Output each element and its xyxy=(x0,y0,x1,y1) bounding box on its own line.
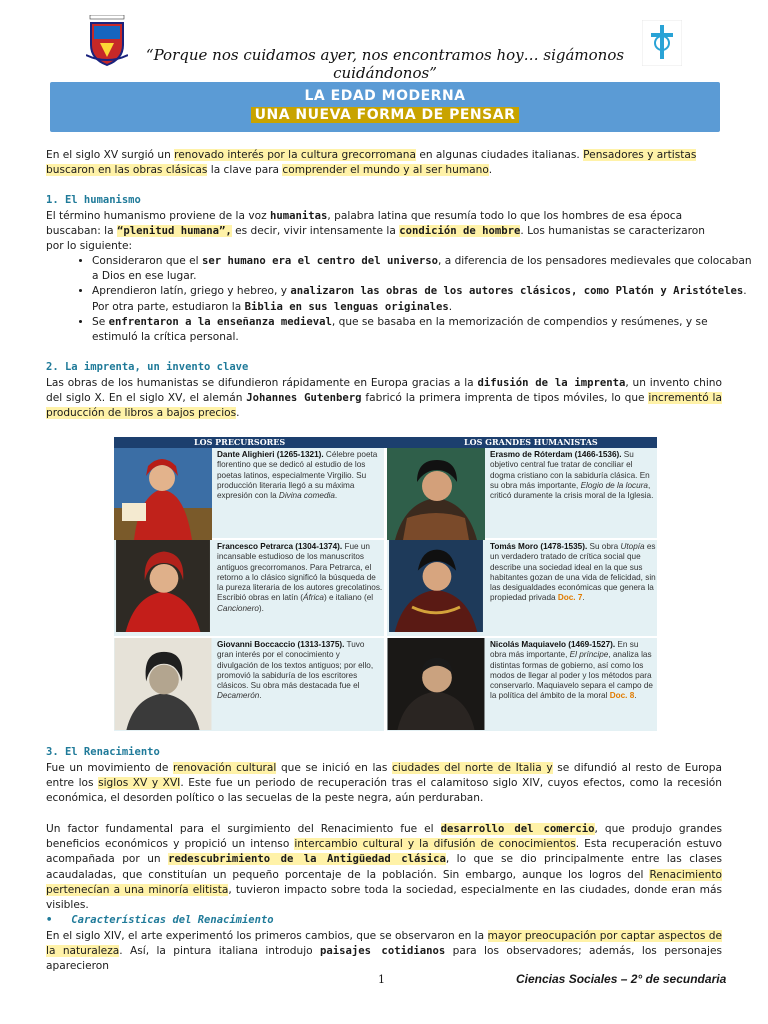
name: Erasmo de Róterdam (1466-1536). xyxy=(490,450,622,459)
renacimiento-paragraph-1 xyxy=(46,761,722,807)
text-run: . Los humanistas se caracterizaron por lo siguiente: xyxy=(46,225,705,253)
text-run: . Así, la pintura italiana introdujo xyxy=(119,945,321,958)
bold-term: ser humano era el centro del universo xyxy=(201,255,438,267)
work-title: El príncipe xyxy=(569,650,609,660)
section-heading-imprenta: 2. La imprenta, un invento clave xyxy=(46,361,249,373)
text-run: , criticó duramente la crisis moral de la Iglesia. xyxy=(490,480,654,501)
humanismo-bullets xyxy=(46,254,752,345)
doc-reference: Doc. 7 xyxy=(557,593,583,603)
text-run: se difundió al resto de Europa entre los xyxy=(46,762,723,790)
text-run: Su objetivo central fue tratar de conciliar el dogma cristiano con la sabiduría clásica. En su obra más importante, xyxy=(490,450,650,490)
name: Francesco Petrarca (1304-1374). xyxy=(217,542,343,551)
cross-logo xyxy=(642,20,682,66)
highlight: condición de hombre xyxy=(399,225,521,238)
bold-term: paisajes cotidianos xyxy=(320,945,446,958)
text-run: es un verdadero tratado de crítica social que describe una sociedad ideal en la que sus habitantes gozan de una vida de felicidad, sin las desigualdades económicas que genera la propiedad privada xyxy=(490,542,656,603)
text-run: Fue un movimiento de xyxy=(46,762,174,774)
course-label: Ciencias Sociales – 2° de secundaria xyxy=(516,972,727,986)
bold-term: Johannes Gutenberg xyxy=(246,392,362,405)
renacimiento-paragraph-2 xyxy=(46,822,722,913)
highlight: redescubrimiento de la Antigüedad clásica xyxy=(168,853,446,866)
section-heading-humanismo: 1. El humanismo xyxy=(46,194,141,206)
text-run: Fue un incansable estudioso de los manuscritos antiguos grecorromanos. Para Petrarca, el retorno a lo clásico significó la búsqueda de la pureza literaria de los autores grecolatinos. Escribió obras en latín ( xyxy=(217,542,383,603)
moro-portrait xyxy=(387,540,485,632)
list-item xyxy=(92,254,752,284)
highlight: comprender el mundo y al ser humano xyxy=(282,164,489,177)
text-run: Las obras de los humanistas se difundieron rápidamente en Europa gracias a la xyxy=(46,377,478,389)
text-run: . Este fue un periodo de recuperación tras el calamitoso siglo XIV, cuyos efectos, como la recesión económica, el desorden político o las secuelas de la peste negra, aún perduraban. xyxy=(46,777,722,805)
text-run: la clave para xyxy=(207,164,283,177)
bold-term: analizaron las obras de los autores clásicos, como Platón y Aristóteles xyxy=(290,285,744,298)
name: Dante Alighieri (1265-1321). xyxy=(217,450,324,459)
highlight: Renacimiento pertenecían a una minoría elitista xyxy=(46,868,722,896)
highlight: Pensadores y artistas buscaron en las obras clásicas xyxy=(46,149,697,177)
heading-text: Características del Renacimiento xyxy=(71,914,274,926)
text-run: , a diferencia de los pensadores medievales que colocaban a Dios en ese lugar. xyxy=(92,255,752,283)
text-run: Célebre poeta florentino que se dedicó al estudio de los poetas latinos, especialmente Virgilio. Su producción literaria llegó a su máxima expresión con la xyxy=(217,450,378,501)
work-title: Decamerón xyxy=(217,691,260,701)
text-run: ). xyxy=(258,603,264,613)
highlight: renovado interés por la cultura grecorromana xyxy=(174,149,416,161)
maquiavelo-portrait xyxy=(387,638,485,730)
title-banner xyxy=(50,82,720,132)
highlight: intercambio cultural y la difusión de conocimientos xyxy=(294,838,576,851)
bold-term: difusión de la imprenta xyxy=(477,377,626,389)
text-run: , que produjo grandes beneficios económicos y propició un intenso xyxy=(46,823,722,851)
boccaccio-description: Giovanni Boccaccio (1313-1375). Tuvo gran interés por el conocimiento y divulgación de los textos antiguos; por ello, promovió la sabiduría de los escritores clásicos. Su obra más destacada fue el Decamerón. xyxy=(217,640,374,701)
humanists-figure xyxy=(114,437,657,731)
text-run: , un invento chino del siglo X. En el siglo XV, el alemán xyxy=(46,377,722,405)
text-run: . xyxy=(488,164,493,177)
figure-right-header: LOS GRANDES HUMANISTAS xyxy=(464,437,598,447)
text-run: , lo que se dio principalmente entre las clases acaudaladas, que constituían un pequeño porcentaje de la población. Sin embargo, aunque los logros del xyxy=(46,853,723,881)
text-run: , analiza las distintas formas de gobierno, así como los modos de llegar al poder y los métodos para conservarlo. Maquiavelo separa el campo de la política del ámbito de la moral xyxy=(490,650,653,701)
bold-term: enfrentaron a la enseñanza medieval xyxy=(108,315,332,328)
highlight: mayor preocupación por captar aspectos de la naturaleza xyxy=(46,930,723,958)
bold-term: Biblia en sus lenguas originales xyxy=(244,300,449,313)
bullet-dot: • xyxy=(46,914,72,926)
page-title: LA EDAD MODERNA xyxy=(304,88,466,104)
boccaccio-portrait xyxy=(114,638,212,730)
petrarca-description xyxy=(217,542,383,614)
erasmo-description xyxy=(490,450,656,501)
text-run: El término humanismo proviene de la voz xyxy=(46,210,271,222)
petrarca-portrait xyxy=(114,540,212,632)
work-title: Utopía xyxy=(620,542,645,551)
intro-paragraph xyxy=(46,148,722,178)
highlight: desarrollo del comercio xyxy=(440,823,595,835)
name: Nicolás Maquiavelo (1469-1527). xyxy=(490,640,616,649)
text-run: es decir, vivir intensamente la xyxy=(231,225,400,238)
text-run: para los observadores; además, los personajes aparecieron xyxy=(46,945,722,973)
text-run: . Por otra parte, estudiaron la xyxy=(92,285,747,313)
text-run: fabricó la primera imprenta de tipos móviles, lo que xyxy=(361,392,649,405)
text-run: ) e italiano (el xyxy=(323,593,374,603)
work-title: Divina comedia xyxy=(278,491,335,501)
humanismo-paragraph xyxy=(46,209,722,255)
name: Tomás Moro (1478-1535). xyxy=(490,542,588,551)
text-run: Consideraron que el xyxy=(92,255,202,267)
text-run: En el siglo XIV, el arte experimentó los primeros cambios, que se observaron en la xyxy=(46,930,488,942)
highlight: “plenitud humana”, xyxy=(116,225,232,238)
text-run: en algunas ciudades italianas. xyxy=(415,149,584,161)
dante-portrait xyxy=(114,448,212,540)
caracteristicas-paragraph xyxy=(46,929,722,975)
moro-description: Tomás Moro (1478-1535). Su obra Utopía es un verdadero tratado de crítica social que describe una sociedad ideal en la que sus habitantes gozan de una vida de felicidad, sin las desigualdades económicas que genera la propiedad privada Doc. 7. xyxy=(490,542,656,603)
highlight: ciudades del norte de Italia y xyxy=(392,762,553,774)
maquiavelo-description: Nicolás Maquiavelo (1469-1527). En su obra más importante, El príncipe, analiza las distintas formas de gobierno, así como los modos de llegar al poder y los métodos para conservarlo. Maquiavelo separa el campo de la política del ámbito de la moral Doc. 8. xyxy=(490,640,653,701)
figure-header xyxy=(114,437,657,448)
text-run: Su obra xyxy=(587,542,621,551)
text-run: . Esta recuperación estuvo acompañada por un xyxy=(46,838,723,866)
list-item xyxy=(92,315,752,345)
text-run: . xyxy=(236,407,240,420)
text-run: , que se basaba en la memorización de compendios y resúmenes, y se estimuló la crítica personal. xyxy=(92,315,708,344)
dante-description: Dante Alighieri (1265-1321). Célebre poeta florentino que se dedicó al estudio de los poetas latinos, especialmente Virgilio. Su producción literaria llegó a su máxima expresión con la Divina comedia. xyxy=(217,450,378,501)
highlight: siglos XV y XVI xyxy=(98,777,181,790)
name: Giovanni Boccaccio (1313-1375). xyxy=(217,640,345,649)
text-run: En el siglo XV surgió un xyxy=(46,149,175,161)
text-run: En su obra más importante, xyxy=(490,640,639,660)
text-run: que se inició en las xyxy=(276,762,393,774)
work-title: Elogio de la locura xyxy=(580,480,648,490)
bold-term: humanitas xyxy=(270,210,328,222)
highlight: renovación cultural xyxy=(173,762,277,774)
text-run: Un factor fundamental para el surgimiento del Renacimiento fue el xyxy=(46,823,441,835)
text-run: Tuvo gran interés por el conocimiento y divulgación de los textos antiguos; por ello, promovió la sabiduría de los escritores clásicos. Su obra más destacada fue el xyxy=(217,640,374,691)
figure-left-header: LOS PRECURSORES xyxy=(194,437,286,447)
highlight: incrementó la producción de libros a bajos precios xyxy=(46,392,722,420)
doc-reference: Doc. 8 xyxy=(609,691,635,701)
page-header xyxy=(0,0,768,82)
page-subtitle: UNA NUEVA FORMA DE PENSAR xyxy=(251,107,520,123)
text-run: Aprendieron latín, griego y hebreo, y xyxy=(92,285,291,298)
section-heading-renacimiento: 3. El Renacimiento xyxy=(46,746,160,758)
text-run: . xyxy=(448,300,453,313)
page-number: 1 xyxy=(378,973,385,986)
text-run: Se xyxy=(92,315,109,328)
text-run: , tuvieron impacto sobre toda la sociedad, especialmente en las ciudades, donde eran más visibles. xyxy=(46,883,722,912)
work-title: África xyxy=(303,593,324,603)
work-title: Cancionero xyxy=(217,603,259,613)
school-motto: “Porque nos cuidamos ayer, nos encontramos hoy… sigámonos cuidándonos” xyxy=(145,46,625,82)
section-heading-caracteristicas xyxy=(46,914,274,926)
text-run: , palabra latina que resumía todo lo que los hombres de esa época buscaban: la xyxy=(46,210,683,238)
imprenta-paragraph xyxy=(46,376,722,422)
list-item xyxy=(92,284,752,314)
erasmo-portrait xyxy=(387,448,485,540)
